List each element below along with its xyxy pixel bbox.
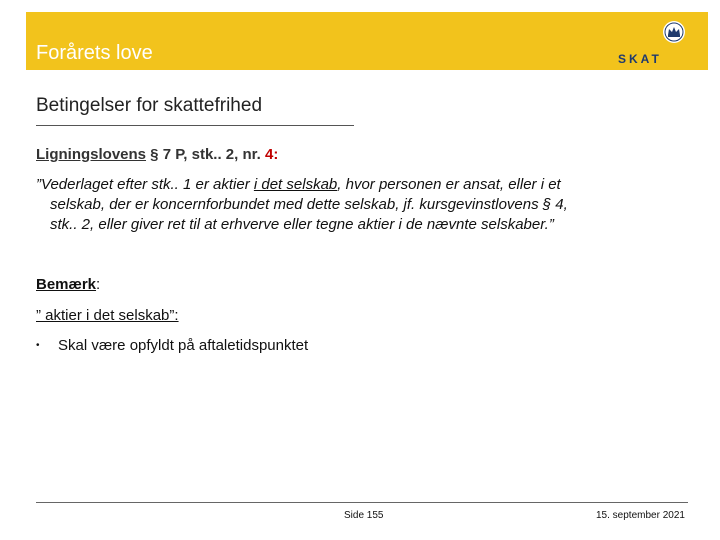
bullet-icon: • xyxy=(36,340,40,351)
logo-text: SKAT xyxy=(618,52,662,66)
law-quote xyxy=(36,175,696,235)
bullet-item xyxy=(36,337,308,354)
quote-line-3: stk.. 2, eller giver ret til at erhverve eller tegne aktier i de nævnte selskaber.” xyxy=(50,216,554,233)
quote-line-1: ”Vederlaget efter stk.. 1 er aktier i det selskab, hvor personen er ansat, eller i et xyxy=(36,176,561,193)
skat-logo xyxy=(614,18,688,66)
footer-divider xyxy=(36,502,688,503)
note-label: Bemærk: xyxy=(36,276,101,293)
footer-page-number: Side 155 xyxy=(344,510,384,521)
subtitle-divider xyxy=(36,125,354,126)
footer-date: 15. september 2021 xyxy=(596,510,685,521)
law-section: § 7 P, stk.. 2, nr. xyxy=(146,146,265,163)
slide-subtitle: Betingelser for skattefrihed xyxy=(36,95,263,116)
note-subheading: ” aktier i det selskab”: xyxy=(36,307,179,324)
bullet-text: Skal være opfyldt på aftaletidspunktet xyxy=(58,337,309,354)
quote-underlined: i det selskab xyxy=(253,176,338,193)
law-number: 4: xyxy=(264,146,279,163)
header-title: Forårets love xyxy=(36,42,153,64)
law-reference xyxy=(36,146,278,163)
quote-line-2: selskab, der er koncernforbundet med dette selskab, jf. kursgevinstlovens § 4, xyxy=(50,196,568,213)
law-name: Ligningslovens xyxy=(36,146,147,163)
